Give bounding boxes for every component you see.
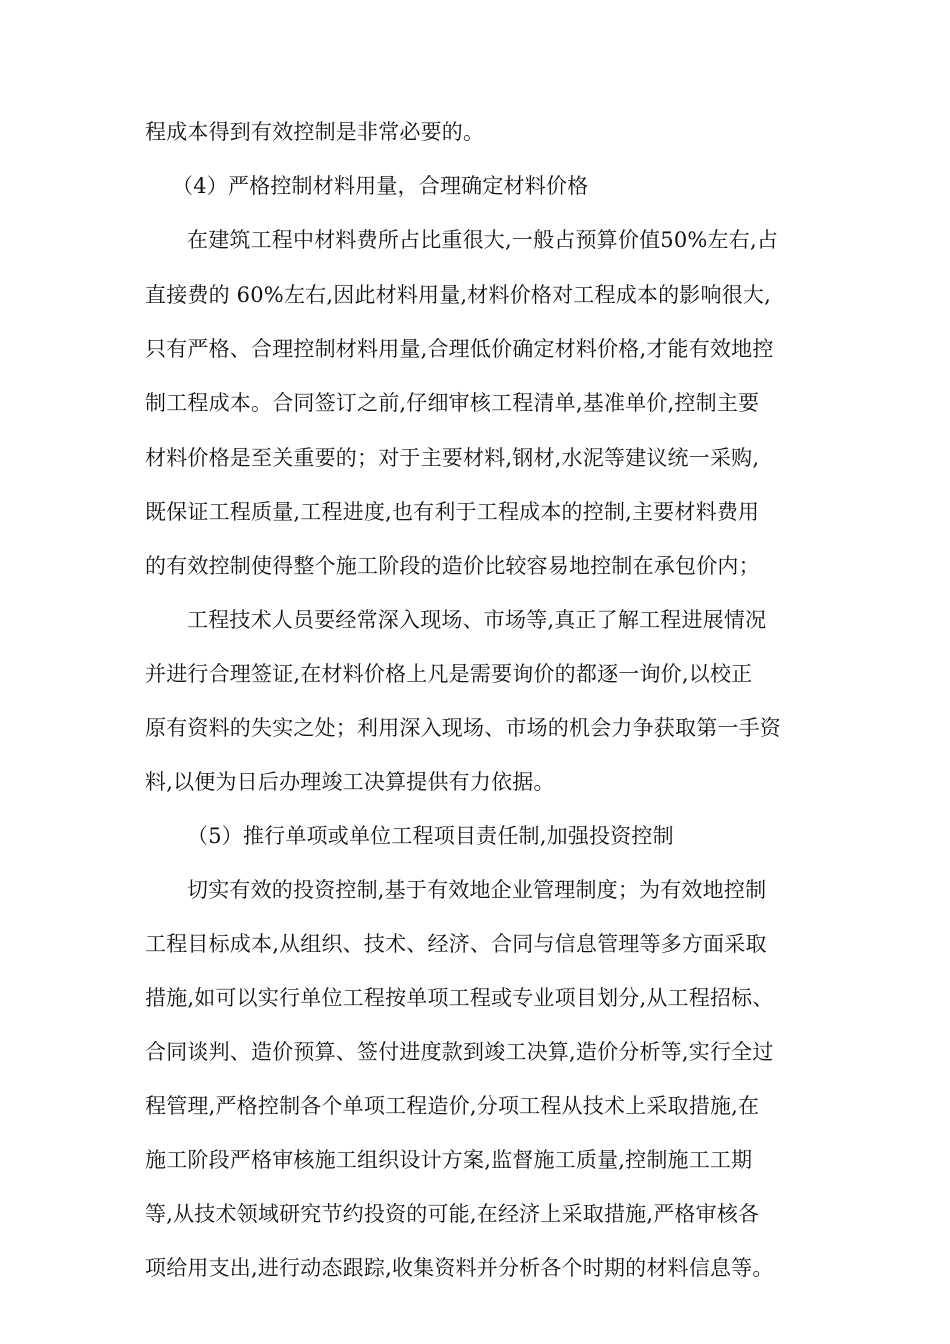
- text-line: 施工阶段严格审核施工组织设计方案,监督施工质量,控制施工工期: [145, 1148, 753, 1172]
- text-line: 的有效控制使得整个施工阶段的造价比较容易地控制在承包价内；: [145, 554, 760, 578]
- section-heading: （5）推行单项或单位工程项目责任制,加强投资控制: [187, 824, 674, 848]
- text-line: 等,从技术领域研究节约投资的可能,在经济上采取措施,严格审核各: [145, 1202, 760, 1226]
- text-line: 切实有效的投资控制,基于有效地企业管理制度；为有效地控制: [187, 878, 767, 902]
- text-line: 材料价格是至关重要的；对于主要材料,钢材,水泥等建议统一采购,: [145, 446, 760, 470]
- text-line: 工程技术人员要经常深入现场、市场等,真正了解工程进展情况: [187, 608, 767, 632]
- text-line: 程管理,严格控制各个单项工程造价,分项工程从技术上采取措施,在: [145, 1094, 760, 1118]
- text-line: 程成本得到有效控制是非常必要的。: [145, 120, 485, 144]
- text-line: 料,以便为日后办理竣工决算提供有力依据。: [145, 770, 555, 794]
- text-line: 工程目标成本,从组织、技术、经济、合同与信息管理等多方面采取: [145, 932, 767, 956]
- text-line: 在建筑工程中材料费所占比重很大,一般占预算价值50%左右,占: [187, 228, 779, 252]
- text-line: 直接费的 60%左右,因此材料用量,材料价格对工程成本的影响很大,: [145, 283, 771, 307]
- text-line: 措施,如可以实行单位工程按单项工程或专业项目划分,从工程招标、: [145, 986, 774, 1010]
- text-line: 只有严格、合理控制材料用量,合理低价确定材料价格,才能有效地控: [145, 337, 774, 361]
- text-line: 并进行合理签证,在材料价格上凡是需要询价的都逐一询价,以校正: [145, 662, 753, 686]
- text-line: 既保证工程质量,工程进度,也有利于工程成本的控制,主要材料费用: [145, 500, 760, 524]
- text-line: 原有资料的失实之处；利用深入现场、市场的机会力争获取第一手资: [145, 716, 781, 740]
- text-line: 项给用支出,进行动态跟踪,收集资料并分析各个时期的材料信息等。: [145, 1256, 774, 1280]
- text-line: 合同谈判、造价预算、签付进度款到竣工决算,造价分析等,实行全过: [145, 1040, 774, 1064]
- text-line: 制工程成本。合同签订之前,仔细审核工程清单,基准单价,控制主要: [145, 391, 760, 415]
- section-heading: （4）严格控制材料用量，合理确定材料价格: [172, 174, 589, 198]
